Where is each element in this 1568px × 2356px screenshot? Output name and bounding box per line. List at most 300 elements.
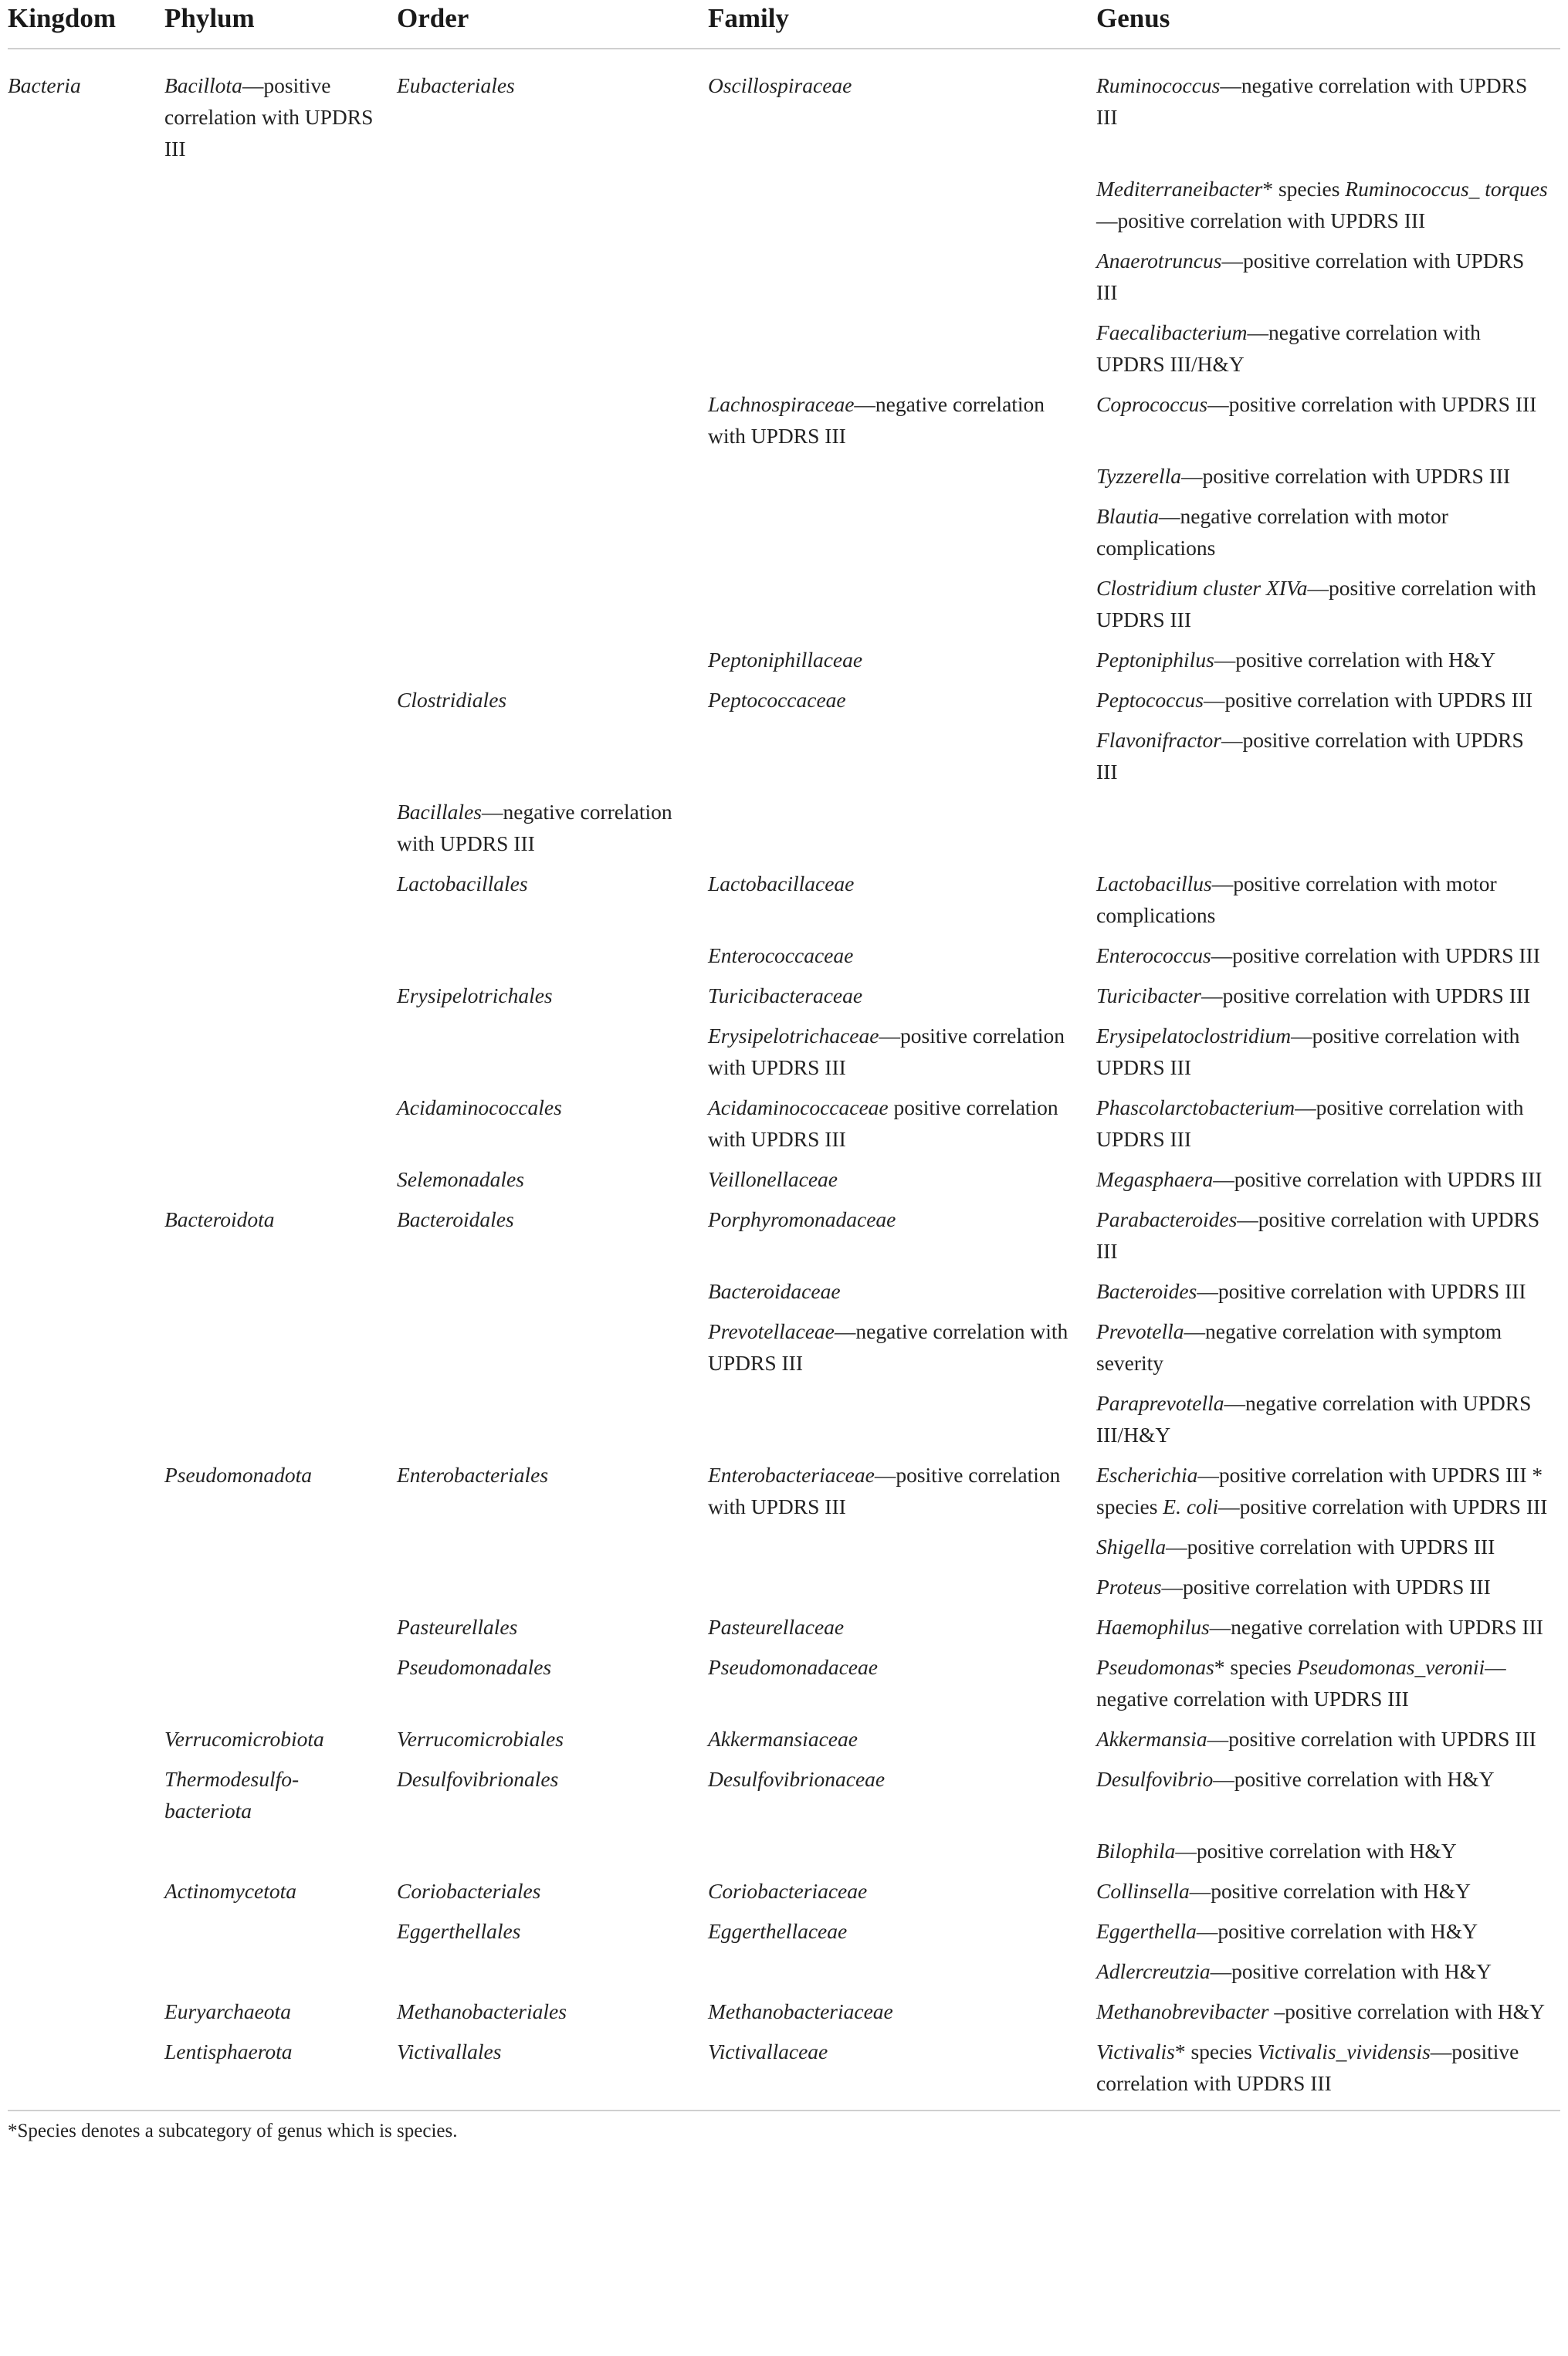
order-name: Verrucomicrobiales <box>397 1727 564 1751</box>
family-name: Porphyromonadaceae <box>708 1207 896 1231</box>
cell-genus <box>1096 1163 1560 1203</box>
cell-genus <box>1096 1459 1560 1531</box>
cell-order <box>397 49 708 173</box>
cell-order <box>397 1459 708 1531</box>
genus-name: Enterococcus <box>1096 943 1211 967</box>
genus-note: —positive correlation with motor complications <box>1096 872 1497 927</box>
cell-phylum <box>164 317 397 388</box>
genus-name: Flavonifractor <box>1096 728 1221 752</box>
cell-kingdom <box>8 1955 164 1995</box>
header-phylum: Phylum <box>164 0 397 49</box>
genus-name: Tyzzerella <box>1096 464 1181 488</box>
genus-name: Phascolarctobacterium <box>1096 1095 1295 1119</box>
order-name: Victivallales <box>397 2039 502 2063</box>
cell-family <box>708 500 1096 572</box>
cell-phylum <box>164 684 397 724</box>
cell-family <box>708 796 1096 868</box>
genus-name: Methanobrevibacter <box>1096 1999 1269 2023</box>
cell-phylum <box>164 2036 397 2111</box>
family-name: Methanobacteriaceae <box>708 1999 893 2023</box>
order-note: —negative correlation with UPDRS III <box>397 800 672 855</box>
table-row <box>8 49 1560 173</box>
genus-note: –positive correlation with H&Y <box>1268 1999 1545 2023</box>
genus-name: Eggerthella <box>1096 1919 1197 1943</box>
cell-phylum <box>164 1163 397 1203</box>
family-name: Peptococcaceae <box>708 688 846 712</box>
cell-kingdom <box>8 1092 164 1163</box>
cell-genus <box>1096 1723 1560 1763</box>
cell-genus <box>1096 1651 1560 1723</box>
phylum-name: Bacteroidota <box>164 1207 275 1231</box>
header-row <box>8 0 1560 49</box>
table-row <box>8 2036 1560 2111</box>
cell-family <box>708 1611 1096 1651</box>
cell-genus <box>1096 1203 1560 1275</box>
genus-note: —negative correlation with UPDRS III <box>1096 1655 1506 1711</box>
genus-name: Haemophilus <box>1096 1615 1210 1639</box>
header-kingdom: Kingdom <box>8 0 164 49</box>
table-row <box>8 1915 1560 1955</box>
genus-name: Clostridium cluster XIVa <box>1096 576 1308 600</box>
cell-family <box>708 1203 1096 1275</box>
cell-kingdom <box>8 1995 164 2036</box>
cell-order <box>397 1915 708 1955</box>
cell-genus <box>1096 1092 1560 1163</box>
table-row <box>8 1020 1560 1092</box>
family-name: Erysipelotrichaceae <box>708 1024 879 1048</box>
cell-family <box>708 1955 1096 1995</box>
genus-note: —negative correlation with UPDRS III/H&Y <box>1096 1391 1532 1447</box>
kingdom-name: Bacteria <box>8 73 81 97</box>
cell-kingdom <box>8 1571 164 1611</box>
cell-family <box>708 1315 1096 1387</box>
order-name: Clostridiales <box>397 688 507 712</box>
cell-family <box>708 1163 1096 1203</box>
cell-order <box>397 317 708 388</box>
cell-kingdom <box>8 173 164 245</box>
genus-note: —positive correlation with UPDRS III <box>1213 1167 1543 1191</box>
table-body <box>8 49 1560 2111</box>
header-genus: Genus <box>1096 0 1560 49</box>
genus-note: —positive correlation with UPDRS III <box>1096 728 1524 784</box>
table-row <box>8 388 1560 460</box>
cell-phylum <box>164 1571 397 1611</box>
table-header <box>8 0 1560 49</box>
table-row <box>8 572 1560 644</box>
cell-order <box>397 1611 708 1651</box>
taxonomy-table <box>8 0 1560 2111</box>
cell-phylum <box>164 572 397 644</box>
header-order: Order <box>397 0 708 49</box>
cell-order <box>397 1315 708 1387</box>
cell-genus <box>1096 868 1560 939</box>
genus-name: Blautia <box>1096 504 1159 528</box>
cell-kingdom <box>8 1459 164 1531</box>
cell-family <box>708 1459 1096 1531</box>
cell-family <box>708 980 1096 1020</box>
cell-genus <box>1096 317 1560 388</box>
cell-genus <box>1096 1571 1560 1611</box>
genus-note: —positive correlation with H&Y <box>1214 648 1496 672</box>
cell-family <box>708 868 1096 939</box>
cell-kingdom <box>8 572 164 644</box>
cell-family <box>708 173 1096 245</box>
family-name: Prevotellaceae <box>708 1319 835 1343</box>
phylum-name: Pseudomonadota <box>164 1463 312 1487</box>
cell-genus <box>1096 1611 1560 1651</box>
cell-phylum <box>164 1092 397 1163</box>
cell-phylum <box>164 388 397 460</box>
genus-name: Turicibacter <box>1096 983 1201 1007</box>
cell-kingdom <box>8 460 164 500</box>
cell-kingdom <box>8 1020 164 1092</box>
genus-name: Faecalibacterium <box>1096 320 1248 344</box>
table-row <box>8 1835 1560 1875</box>
phylum-name: Lentisphaerota <box>164 2039 293 2063</box>
table-row <box>8 644 1560 684</box>
family-name: Enterobacteriaceae <box>708 1463 875 1487</box>
cell-family <box>708 1835 1096 1875</box>
cell-kingdom <box>8 1651 164 1723</box>
cell-order <box>397 939 708 980</box>
genus-name: Proteus <box>1096 1575 1162 1599</box>
cell-genus <box>1096 1275 1560 1315</box>
cell-kingdom <box>8 1915 164 1955</box>
cell-kingdom <box>8 49 164 173</box>
cell-kingdom <box>8 245 164 317</box>
cell-family <box>708 1723 1096 1763</box>
family-name: Lachnospiraceae <box>708 392 855 416</box>
genus-name: Anaerotruncus <box>1096 249 1222 272</box>
cell-order <box>397 1955 708 1995</box>
cell-genus <box>1096 572 1560 644</box>
cell-family <box>708 1571 1096 1611</box>
genus-note: —positive correlation with UPDRS III <box>1096 1024 1520 1079</box>
genus-name: Bilophila <box>1096 1839 1176 1863</box>
cell-order <box>397 1163 708 1203</box>
cell-phylum <box>164 939 397 980</box>
cell-genus <box>1096 49 1560 173</box>
cell-kingdom <box>8 388 164 460</box>
cell-genus <box>1096 684 1560 724</box>
cell-order <box>397 1763 708 1835</box>
family-note: positive correlation with UPDRS III <box>708 1095 1058 1151</box>
cell-family <box>708 1387 1096 1459</box>
cell-kingdom <box>8 796 164 868</box>
cell-family <box>708 1092 1096 1163</box>
cell-order <box>397 724 708 796</box>
table-row <box>8 1651 1560 1723</box>
genus-name: Akkermansia <box>1096 1727 1207 1751</box>
genus-note: —positive correlation with UPDRS III <box>1211 943 1540 967</box>
genus-name: Erysipelatoclostridium <box>1096 1024 1292 1048</box>
order-name: Eubacteriales <box>397 73 515 97</box>
cell-genus <box>1096 460 1560 500</box>
genus-note: —negative correlation with motor complications <box>1096 504 1448 560</box>
genus-note: —positive correlation with H&Y <box>1213 1767 1495 1791</box>
genus-name: E. coli <box>1163 1495 1219 1518</box>
family-name: Bacteroidaceae <box>708 1279 841 1303</box>
cell-family <box>708 245 1096 317</box>
cell-order <box>397 500 708 572</box>
genus-name: Peptococcus <box>1096 688 1204 712</box>
family-name: Eggerthellaceae <box>708 1919 848 1943</box>
genus-note: —negative correlation with UPDRS III <box>1209 1615 1543 1639</box>
genus-name: Victivalis <box>1096 2039 1175 2063</box>
cell-order <box>397 1875 708 1915</box>
cell-genus <box>1096 1915 1560 1955</box>
cell-genus <box>1096 1531 1560 1571</box>
cell-order <box>397 1203 708 1275</box>
order-name: Methanobacteriales <box>397 1999 567 2023</box>
cell-order <box>397 1275 708 1315</box>
cell-kingdom <box>8 724 164 796</box>
genus-note: * species <box>1262 177 1346 201</box>
table-row <box>8 939 1560 980</box>
cell-genus <box>1096 939 1560 980</box>
cell-kingdom <box>8 1203 164 1275</box>
cell-kingdom <box>8 1163 164 1203</box>
cell-family <box>708 1531 1096 1571</box>
order-name: Bacillales <box>397 800 482 824</box>
cell-order <box>397 1651 708 1723</box>
family-name: Coriobacteriaceae <box>708 1879 868 1903</box>
cell-phylum <box>164 796 397 868</box>
cell-family <box>708 1763 1096 1835</box>
table-row <box>8 1995 1560 2036</box>
table-row <box>8 684 1560 724</box>
cell-kingdom <box>8 1531 164 1571</box>
cell-order <box>397 173 708 245</box>
cell-family <box>708 317 1096 388</box>
table-row <box>8 1955 1560 1995</box>
genus-note: —positive correlation with H&Y <box>1175 1839 1457 1863</box>
table-row <box>8 1531 1560 1571</box>
family-name: Acidaminococcaceae <box>708 1095 889 1119</box>
genus-note: —positive correlation with UPDRS III <box>1166 1535 1495 1559</box>
cell-genus <box>1096 1995 1560 2036</box>
family-name: Pseudomonadaceae <box>708 1655 878 1679</box>
phylum-name: Actinomycetota <box>164 1879 297 1903</box>
phylum-name: Verrucomicrobiota <box>164 1727 324 1751</box>
cell-phylum <box>164 500 397 572</box>
cell-family <box>708 572 1096 644</box>
family-name: Desulfovibrionaceae <box>708 1767 886 1791</box>
family-name: Oscillospiraceae <box>708 73 852 97</box>
phylum-name: Thermodesulfo-bacteriota <box>164 1767 300 1823</box>
genus-note: —positive correlation with UPDRS III <box>1218 1495 1548 1518</box>
table-row <box>8 1203 1560 1275</box>
order-name: Enterobacteriales <box>397 1463 549 1487</box>
family-name: Enterococcaceae <box>708 943 854 967</box>
genus-name: Collinsella <box>1096 1879 1190 1903</box>
genus-note: —positive correlation with UPDRS III <box>1096 1095 1524 1151</box>
cell-order <box>397 1387 708 1459</box>
genus-name: Victivalis_vividensis <box>1257 2039 1431 2063</box>
cell-order <box>397 684 708 724</box>
cell-order <box>397 388 708 460</box>
genus-name: Coprococcus <box>1096 392 1208 416</box>
genus-note: —negative correlation with symptom severity <box>1096 1319 1502 1375</box>
cell-family <box>708 1875 1096 1915</box>
phylum-name: Bacillota <box>164 73 242 97</box>
table-row <box>8 980 1560 1020</box>
genus-name: Bacteroides <box>1096 1279 1197 1303</box>
cell-genus <box>1096 796 1560 868</box>
cell-genus <box>1096 1763 1560 1835</box>
cell-phylum <box>164 1955 397 1995</box>
cell-genus <box>1096 173 1560 245</box>
table-row <box>8 1611 1560 1651</box>
genus-name: Peptoniphilus <box>1096 648 1214 672</box>
cell-family <box>708 724 1096 796</box>
cell-phylum <box>164 1387 397 1459</box>
genus-note: —positive correlation with UPDRS III <box>1096 576 1536 631</box>
genus-name: Megasphaera <box>1096 1167 1214 1191</box>
genus-note: —negative correlation with UPDRS III/H&Y <box>1096 320 1481 376</box>
genus-note: —positive correlation with UPDRS III <box>1197 1279 1526 1303</box>
order-name: Desulfovibrionales <box>397 1767 559 1791</box>
cell-family <box>708 1995 1096 2036</box>
cell-family <box>708 644 1096 684</box>
genus-name: Shigella <box>1096 1535 1167 1559</box>
cell-phylum <box>164 724 397 796</box>
cell-phylum <box>164 460 397 500</box>
cell-family <box>708 1915 1096 1955</box>
table-row <box>8 1459 1560 1531</box>
table-row <box>8 868 1560 939</box>
order-name: Bacteroidales <box>397 1207 514 1231</box>
phylum-note: —positive correlation with UPDRS III <box>164 73 374 161</box>
table-row <box>8 1763 1560 1835</box>
genus-note: —positive correlation with UPDRS III <box>1096 249 1525 304</box>
cell-order <box>397 572 708 644</box>
genus-name: Prevotella <box>1096 1319 1184 1343</box>
family-note: —positive correlation with UPDRS III <box>708 1463 1061 1518</box>
table-row <box>8 173 1560 245</box>
cell-phylum <box>164 245 397 317</box>
cell-phylum <box>164 1020 397 1092</box>
family-name: Turicibacteraceae <box>708 983 863 1007</box>
table-row <box>8 245 1560 317</box>
cell-phylum <box>164 1315 397 1387</box>
genus-note: —positive correlation with UPDRS III <box>1181 464 1511 488</box>
genus-note: —negative correlation with UPDRS III <box>1096 73 1528 129</box>
cell-order <box>397 644 708 684</box>
cell-kingdom <box>8 939 164 980</box>
genus-name: Ruminococcus <box>1096 73 1221 97</box>
cell-phylum <box>164 1531 397 1571</box>
genus-note: * species <box>1214 1655 1297 1679</box>
order-name: Coriobacteriales <box>397 1879 541 1903</box>
cell-family <box>708 939 1096 980</box>
cell-family <box>708 1020 1096 1092</box>
cell-order <box>397 2036 708 2111</box>
cell-phylum <box>164 868 397 939</box>
cell-family <box>708 388 1096 460</box>
genus-name: Paraprevotella <box>1096 1391 1224 1415</box>
cell-kingdom <box>8 317 164 388</box>
cell-genus <box>1096 1835 1560 1875</box>
cell-kingdom <box>8 1723 164 1763</box>
cell-kingdom <box>8 1835 164 1875</box>
genus-note: —positive correlation with H&Y <box>1210 1959 1492 1983</box>
cell-order <box>397 796 708 868</box>
cell-genus <box>1096 388 1560 460</box>
table-row <box>8 724 1560 796</box>
genus-note: —positive correlation with UPDRS III <box>1207 1727 1536 1751</box>
genus-note: —positive correlation with H&Y <box>1189 1879 1471 1903</box>
cell-kingdom <box>8 980 164 1020</box>
cell-family <box>708 460 1096 500</box>
table-row <box>8 1163 1560 1203</box>
genus-name: Lactobacillus <box>1096 872 1212 895</box>
cell-order <box>397 1020 708 1092</box>
cell-family <box>708 1275 1096 1315</box>
genus-note: —positive correlation with UPDRS III <box>1096 1207 1540 1263</box>
cell-genus <box>1096 1315 1560 1387</box>
order-name: Pseudomonadales <box>397 1655 552 1679</box>
cell-order <box>397 1571 708 1611</box>
cell-phylum <box>164 1459 397 1531</box>
cell-phylum <box>164 980 397 1020</box>
header-family: Family <box>708 0 1096 49</box>
cell-order <box>397 1092 708 1163</box>
cell-phylum <box>164 1203 397 1275</box>
cell-genus <box>1096 245 1560 317</box>
cell-kingdom <box>8 1611 164 1651</box>
cell-phylum <box>164 1915 397 1955</box>
cell-family <box>708 49 1096 173</box>
genus-name: Desulfovibrio <box>1096 1767 1214 1791</box>
cell-phylum <box>164 1875 397 1915</box>
cell-kingdom <box>8 1275 164 1315</box>
family-name: Pasteurellaceae <box>708 1615 845 1639</box>
genus-name: Ruminococcus_ torques <box>1345 177 1548 201</box>
family-name: Peptoniphillaceae <box>708 648 863 672</box>
cell-order <box>397 980 708 1020</box>
table-row <box>8 1387 1560 1459</box>
cell-family <box>708 684 1096 724</box>
cell-genus <box>1096 1955 1560 1995</box>
cell-order <box>397 1995 708 2036</box>
table-row <box>8 500 1560 572</box>
cell-order <box>397 1835 708 1875</box>
cell-phylum <box>164 1723 397 1763</box>
genus-name: Pseudomonas_veronii <box>1296 1655 1485 1679</box>
cell-kingdom <box>8 644 164 684</box>
table-row <box>8 1275 1560 1315</box>
genus-name: Mediterraneibacter <box>1096 177 1263 201</box>
cell-genus <box>1096 980 1560 1020</box>
genus-name: Adlercreutzia <box>1096 1959 1211 1983</box>
order-name: Erysipelotrichales <box>397 983 553 1007</box>
order-name: Acidaminococcales <box>397 1095 562 1119</box>
family-name: Lactobacillaceae <box>708 872 855 895</box>
cell-family <box>708 2036 1096 2111</box>
order-name: Selemonadales <box>397 1167 524 1191</box>
genus-note: —positive correlation with UPDRS III <box>1201 983 1531 1007</box>
cell-genus <box>1096 724 1560 796</box>
genus-note: —positive correlation with UPDRS III <box>1161 1575 1491 1599</box>
cell-kingdom <box>8 868 164 939</box>
family-note: —negative correlation with UPDRS III <box>708 1319 1068 1375</box>
cell-phylum <box>164 49 397 173</box>
cell-genus <box>1096 644 1560 684</box>
genus-note: —positive correlation with UPDRS III * species <box>1096 1463 1543 1518</box>
table-row <box>8 1571 1560 1611</box>
cell-phylum <box>164 1275 397 1315</box>
